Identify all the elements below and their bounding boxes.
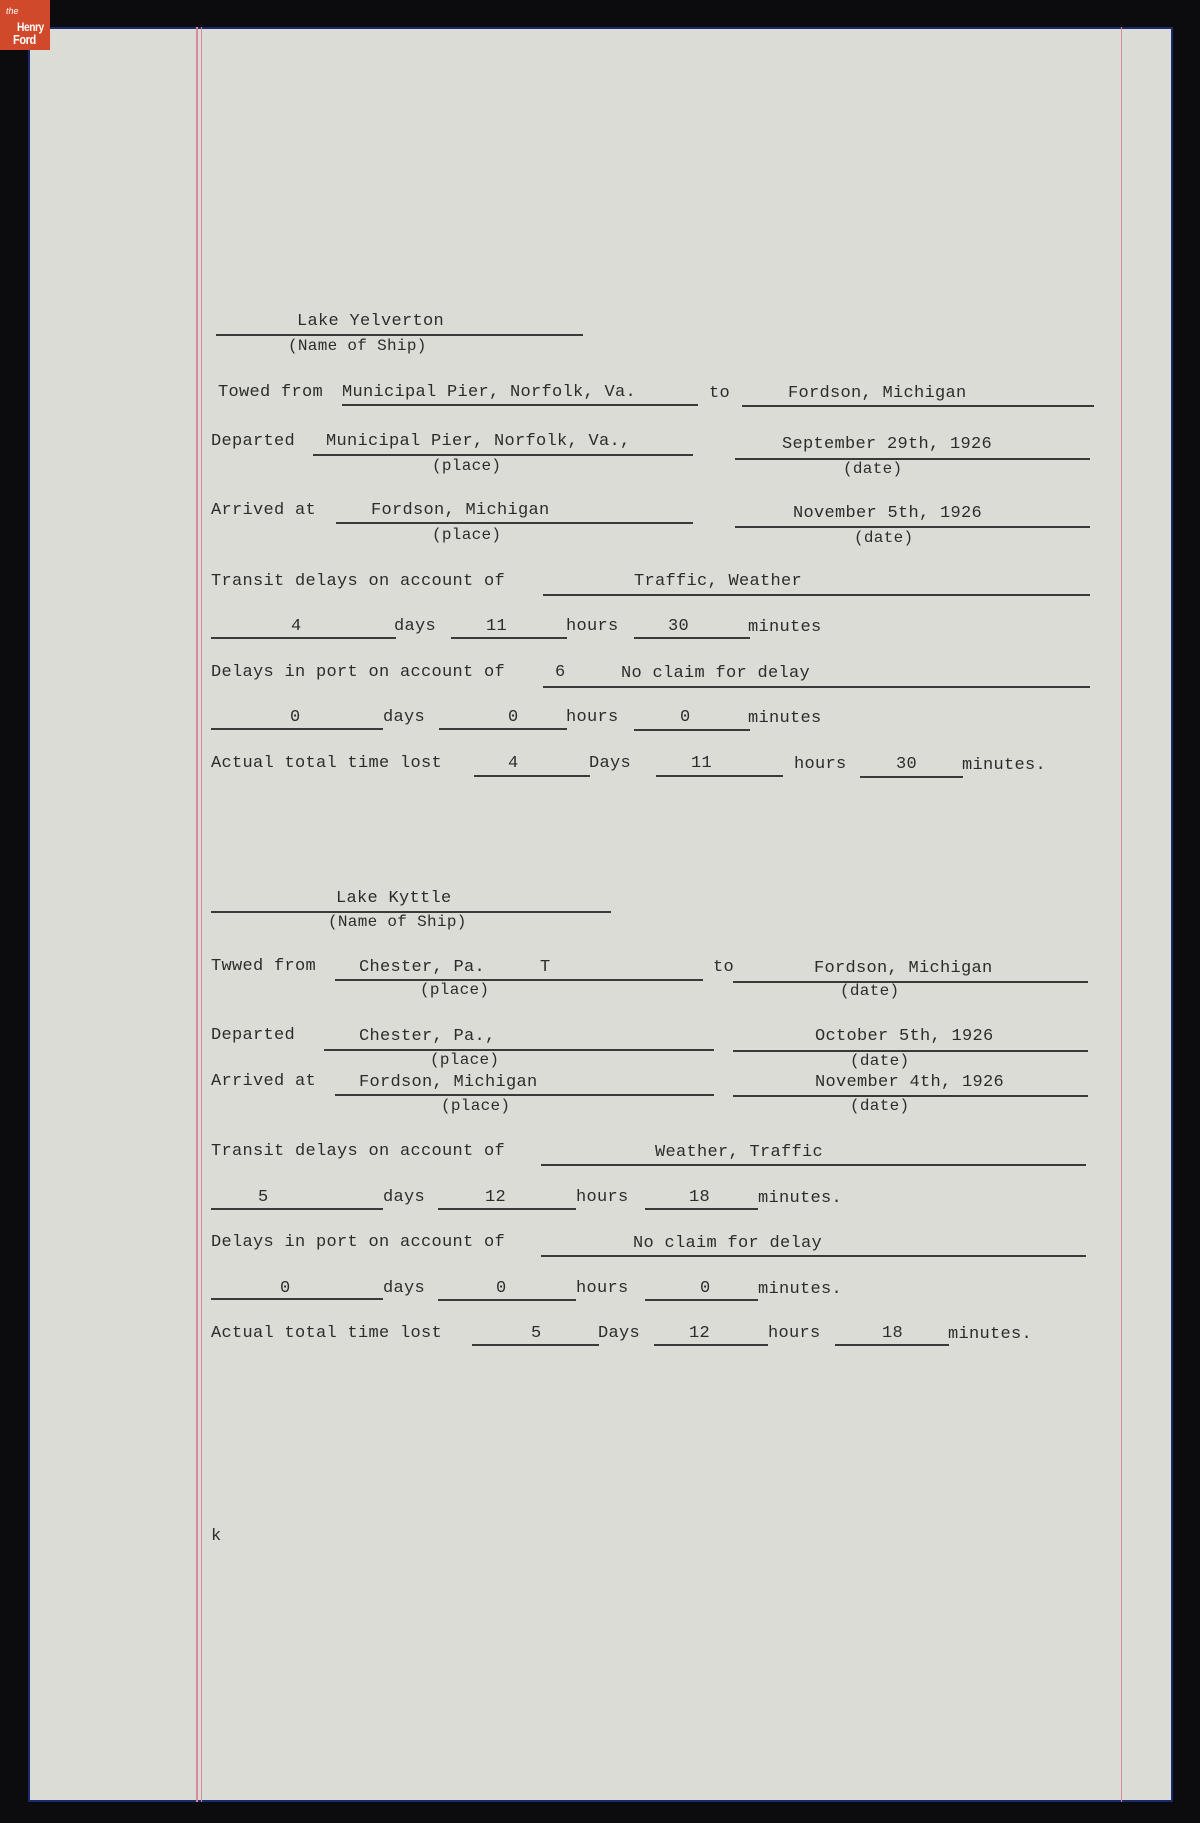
port-hours: 0	[508, 708, 519, 727]
port-reason-rule	[541, 1255, 1086, 1257]
actual-total-label: Actual total time lost	[211, 1324, 443, 1343]
towed-from-rule	[342, 404, 698, 406]
left-margin-rule	[196, 27, 198, 1802]
transit-minutes-rule	[634, 637, 750, 639]
hours-label: hours	[794, 755, 847, 774]
departed-date: October 5th, 1926	[815, 1027, 994, 1046]
ship-name-caption: (Name of Ship)	[328, 913, 467, 931]
towed-to-value: Fordson, Michigan	[814, 959, 993, 978]
port-reason-rule	[543, 686, 1090, 688]
departed-date-caption: (date)	[850, 1052, 910, 1070]
port-reason: No claim for delay	[621, 664, 811, 683]
transit-days-rule	[211, 637, 396, 639]
minutes-label: minutes.	[758, 1189, 843, 1208]
port-delays-label: Delays in port on account of	[211, 663, 506, 682]
port-minutes: 0	[680, 708, 691, 727]
departed-place-rule	[324, 1049, 714, 1051]
port-delays-label: Delays in port on account of	[211, 1233, 506, 1252]
to-label: to	[713, 958, 735, 977]
logo-ford: Ford	[13, 32, 36, 47]
departed-place: Municipal Pier, Norfolk, Va.,	[326, 432, 631, 451]
total-hours-rule	[656, 775, 783, 777]
total-hours: 11	[691, 754, 713, 773]
transit-hours-rule	[451, 637, 567, 639]
arrived-date-caption: (date)	[850, 1097, 910, 1115]
total-minutes: 18	[882, 1324, 904, 1343]
right-margin-rule	[1121, 27, 1122, 1802]
days-label: days	[383, 1279, 426, 1298]
towed-to-caption: (date)	[840, 982, 900, 1000]
transit-minutes: 18	[689, 1188, 711, 1207]
transit-days: 5	[258, 1188, 269, 1207]
towed-from-value: Municipal Pier, Norfolk, Va.	[342, 383, 637, 402]
port-hours-rule	[439, 728, 567, 730]
arrived-place: Fordson, Michigan	[359, 1073, 538, 1092]
hours-label: hours	[566, 617, 619, 636]
towed-from-label: Towed from	[218, 383, 324, 402]
towed-from-value: Chester, Pa.	[359, 958, 486, 977]
minutes-label: minutes	[748, 618, 822, 637]
arrived-date-caption: (date)	[854, 529, 914, 547]
ship-name: Lake Yelverton	[297, 312, 445, 331]
left-margin-rule-inner	[201, 27, 202, 1802]
total-days-rule	[474, 775, 590, 777]
actual-total-label: Actual total time lost	[211, 754, 443, 773]
arrived-place: Fordson, Michigan	[371, 501, 550, 520]
ship-name: Lake Kyttle	[336, 889, 452, 908]
departed-place-caption: (place)	[430, 1051, 500, 1069]
transit-days-rule	[211, 1208, 383, 1210]
towed-from-caption: (place)	[420, 981, 490, 999]
port-minutes: 0	[700, 1279, 711, 1298]
departed-place: Chester, Pa.,	[359, 1027, 496, 1046]
to-label: to	[709, 384, 731, 403]
port-minutes-rule	[645, 1299, 758, 1301]
departed-date: September 29th, 1926	[782, 435, 993, 454]
minutes-label: minutes	[748, 709, 822, 728]
transit-reason: Traffic, Weather	[634, 572, 803, 591]
towed-from-rule	[335, 979, 703, 981]
total-hours: 12	[689, 1324, 711, 1343]
footer-mark: k	[211, 1527, 222, 1546]
port-days: 0	[280, 1279, 291, 1298]
arrived-place-rule	[336, 522, 693, 524]
transit-reason-rule	[541, 1164, 1086, 1166]
arrived-date: November 5th, 1926	[793, 504, 983, 523]
departed-place-caption: (place)	[432, 457, 502, 475]
hours-label: hours	[576, 1188, 629, 1207]
logo-henry: Henry	[17, 20, 44, 34]
arrived-date-rule	[733, 1095, 1088, 1097]
hours-label: hours	[566, 708, 619, 727]
departed-label: Departed	[211, 432, 296, 451]
departed-date-rule	[735, 458, 1090, 460]
transit-reason-rule	[543, 594, 1090, 596]
towed-from-label: Twwed from	[211, 957, 317, 976]
port-days-rule	[211, 728, 383, 730]
days-label: days	[383, 708, 426, 727]
departed-date-caption: (date)	[843, 460, 903, 478]
total-minutes: 30	[896, 755, 918, 774]
transit-hours: 11	[486, 617, 508, 636]
port-hours-rule	[438, 1299, 576, 1301]
transit-delays-label: Transit delays on account of	[211, 572, 506, 591]
arrived-place-caption: (place)	[432, 526, 502, 544]
Days-label: Days	[598, 1324, 641, 1343]
henry-ford-logo	[0, 0, 50, 50]
transit-hours: 12	[485, 1188, 507, 1207]
towed-from-mark: T	[540, 958, 551, 977]
towed-to-rule	[733, 981, 1088, 983]
days-label: days	[383, 1188, 426, 1207]
arrived-date-rule	[735, 526, 1090, 528]
transit-delays-label: Transit delays on account of	[211, 1142, 506, 1161]
minutes-label: minutes.	[948, 1325, 1033, 1344]
transit-minutes-rule	[645, 1208, 758, 1210]
departed-date-rule	[733, 1050, 1088, 1052]
hours-label: hours	[768, 1324, 821, 1343]
transit-hours-rule	[438, 1208, 576, 1210]
transit-days: 4	[291, 617, 302, 636]
port-reason: No claim for delay	[633, 1234, 823, 1253]
departed-place-rule	[313, 454, 693, 456]
total-minutes-rule	[835, 1344, 949, 1346]
arrived-label: Arrived at	[211, 1072, 317, 1091]
total-minutes-rule	[860, 776, 963, 778]
transit-minutes: 30	[668, 617, 690, 636]
port-prefix: 6	[555, 663, 566, 682]
ship-name-rule	[216, 334, 583, 336]
port-days: 0	[290, 708, 301, 727]
minutes-label: minutes.	[758, 1280, 843, 1299]
total-days-rule	[472, 1344, 599, 1346]
arrived-label: Arrived at	[211, 501, 317, 520]
days-label: days	[394, 617, 437, 636]
Days-label: Days	[589, 754, 632, 773]
total-days: 5	[531, 1324, 542, 1343]
port-hours: 0	[496, 1279, 507, 1298]
transit-reason: Weather, Traffic	[655, 1143, 824, 1162]
ship-name-caption: (Name of Ship)	[288, 337, 427, 355]
arrived-date: November 4th, 1926	[815, 1073, 1005, 1092]
arrived-place-rule	[335, 1094, 714, 1096]
towed-to-value: Fordson, Michigan	[788, 384, 967, 403]
hours-label: hours	[576, 1279, 629, 1298]
arrived-place-caption: (place)	[441, 1097, 511, 1115]
logo-the: the	[6, 6, 19, 16]
port-days-rule	[211, 1298, 383, 1300]
total-hours-rule	[654, 1344, 768, 1346]
document-page	[28, 27, 1173, 1802]
departed-label: Departed	[211, 1026, 296, 1045]
total-days: 4	[508, 754, 519, 773]
towed-to-rule	[742, 405, 1094, 407]
minutes-label: minutes.	[962, 756, 1047, 775]
port-minutes-rule	[634, 729, 750, 731]
